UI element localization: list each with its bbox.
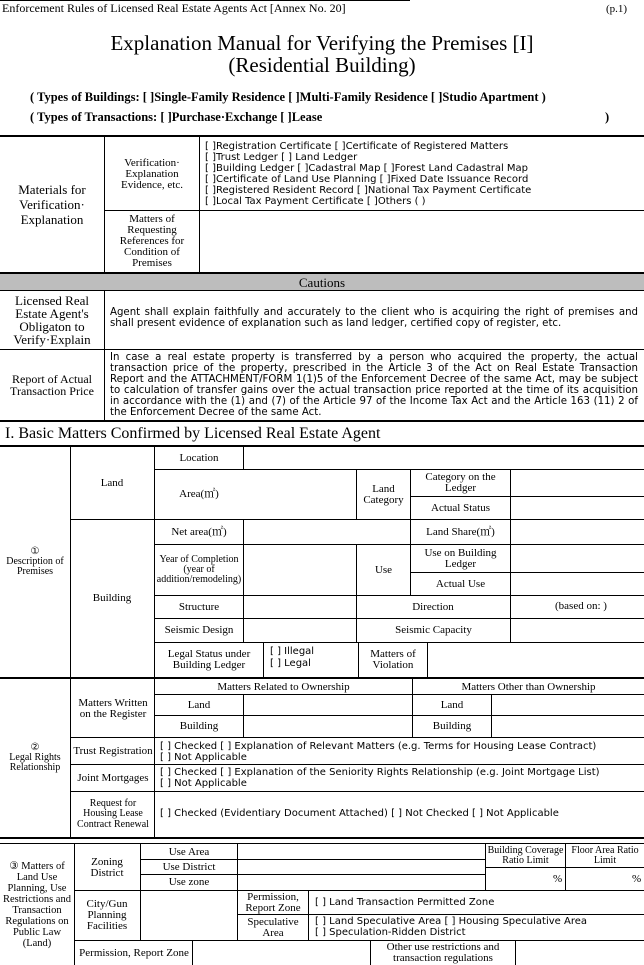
trust-options <box>160 741 596 763</box>
floor-area-label: Floor Area Ratio Limit <box>571 844 639 866</box>
cautions-heading: Cautions <box>298 274 346 290</box>
floor-area-percent: % <box>632 873 642 885</box>
seismic-design-label: Seismic Design <box>164 624 234 636</box>
evidence-item[interactable]: [ ]Building Ledger [ ]Cadastral Map [ ]Forest Land Cadastral Map <box>205 163 529 174</box>
page-subtitle: (Residential Building) <box>228 53 416 77</box>
violation-label: Matters of Violation <box>370 648 416 671</box>
building-label: Building <box>92 592 132 604</box>
evidence-item[interactable]: [ ]Trust Ledger [ ] Land Ledger <box>205 152 358 163</box>
written-register-label: Matters Written on the Register <box>78 696 148 720</box>
evidence-list <box>205 141 531 207</box>
other-land-label: Land <box>440 698 464 711</box>
renewal-options[interactable]: [ ] Checked (Evidentiary Document Attached) [ ] Not Checked [ ] Not Applicable <box>160 808 559 819</box>
types-of-buildings: ( Types of Buildings: [ ]Single-Family Residence [ ]Multi-Family Residence [ ]Studio Apartment ) <box>30 90 546 104</box>
requesting-label: Matters of Requesting References for Condition of Premises <box>119 212 185 269</box>
year-completion-label: Year of Completion (year of addition/remodeling) <box>156 554 242 585</box>
types-of-transactions-close: ) <box>605 110 610 124</box>
land-label: Land <box>100 476 124 489</box>
direction-label: Direction <box>412 600 454 613</box>
page-title: Explanation Manual for Verifying the Premises [I] <box>110 31 534 55</box>
trust-na-option[interactable]: [ ] Not Applicable <box>160 752 247 763</box>
speculative-option-2[interactable]: [ ] Speculation-Ridden District <box>315 927 466 938</box>
evidence-label: Verification· Explanation Evidence, etc. <box>121 156 183 191</box>
joint-options <box>160 767 600 789</box>
actual-status-label: Actual Status <box>431 501 490 514</box>
land-share-label: Land Share(㎡) <box>426 525 495 538</box>
legal-status-label: Legal Status under Building Ledger <box>167 648 251 671</box>
permission-option[interactable]: [ ] Land Transaction Permitted Zone <box>315 897 495 908</box>
land-category-label: Land Category <box>363 482 404 506</box>
report-text: In case a real estate property is transferred by a person who acquired the property, the actual transaction price of the property, prescribed in the Article 3 of the Act on Real Estate Transaction Report and the ATTACHMENT/FORM 1(1)5 of the Enforcement Decree of the same Act, may be subject to calculation of transfer gains over the actual transaction price reported at the time of its acquisition in accordance with the (1) and (7) of the Article 97 of the Income Tax Act and the Article 163 (11) 2 of the Enforcement Decree of the same Act. <box>110 352 638 418</box>
section-heading: I. Basic Matters Confirmed by Licensed Real Estate Agent <box>5 425 381 442</box>
land-use-label-text <box>0 861 74 949</box>
report-label: Report of Actual Transaction Price <box>10 372 94 398</box>
evidence-item[interactable]: [ ]Registration Certificate [ ]Certificate of Registered Matters <box>205 141 509 152</box>
ownership-building-label: Building <box>179 720 219 732</box>
joint-na-option[interactable]: [ ] Not Applicable <box>160 778 247 789</box>
trust-label: Trust Registration <box>73 744 153 757</box>
other-ownership-header: Matters Other than Ownership <box>461 680 596 693</box>
speculative-option-1[interactable]: [ ] Land Speculative Area [ ] Housing Speculative Area <box>315 916 587 927</box>
illegal-checkbox[interactable]: [ ] Illegal <box>270 646 315 657</box>
location-field[interactable] <box>244 448 642 469</box>
land-use-label <box>0 844 74 965</box>
structure-label: Structure <box>178 600 220 613</box>
ownership-land-label: Land <box>187 698 211 711</box>
rights-number: ② <box>30 742 40 753</box>
use-zone-label: Use zone <box>168 876 210 888</box>
coverage-label: Building Coverage Ratio Limit <box>487 844 564 866</box>
premises-label <box>0 447 70 677</box>
permission-report-label: Permission, Report Zone <box>79 946 189 959</box>
renewal-label: Request for Housing Lease Contract Renewal <box>77 797 149 830</box>
evidence-item[interactable]: [ ]Local Tax Payment Certificate [ ]Others ( ) <box>205 196 426 207</box>
use-ledger-label: Use on Building Ledger <box>424 546 497 570</box>
zoning-label: Zoning District <box>90 855 124 879</box>
use-label: Use <box>374 563 393 576</box>
form-title-border <box>0 0 410 1</box>
premises-number: ① <box>30 546 40 557</box>
requesting-field[interactable] <box>201 212 641 270</box>
area-label: Area(㎡) <box>179 488 219 500</box>
evidence-item[interactable]: [ ]Registered Resident Record [ ]National Tax Payment Certificate <box>205 185 532 196</box>
actual-use-label: Actual Use <box>435 577 486 590</box>
land-use-number: ③ <box>9 860 19 872</box>
legal-checkbox[interactable]: [ ] Legal <box>270 658 311 669</box>
form-title: Enforcement Rules of Licensed Real Estate Agents Act [Annex No. 20] <box>2 1 346 15</box>
net-area-label: Net area(㎡) <box>171 525 227 538</box>
materials-label: Materials for Verification· Explanation <box>18 182 86 227</box>
legal-status-options <box>270 646 314 670</box>
trust-checked-option[interactable]: [ ] Checked [ ] Explanation of Relevant Matters (e.g. Terms for Housing Lease Contract) <box>160 741 597 752</box>
other-restrictions-label: Other use restrictions and transaction regulations <box>386 941 500 964</box>
coverage-percent: % <box>553 873 563 885</box>
obligation-label: Licensed Real Estate Agent's Obligaton to Verify·Explain <box>13 292 91 347</box>
page-number: (p.1) <box>606 3 628 15</box>
category-ledger-label: Category on the Ledger <box>425 471 496 494</box>
permission-label: Permission, Report Zone <box>245 890 301 914</box>
use-area-label: Use Area <box>168 845 210 858</box>
obligation-text: Agent shall explain faithfully and accurately to the client who is acquiring the right of premises and shall present evidence of explanation such as land ledger, certified copy of register, etc. <box>110 307 638 329</box>
ownership-header: Matters Related to Ownership <box>217 680 350 693</box>
evidence-item[interactable]: [ ]Certificate of Land Use Planning [ ]Fixed Date Issuance Record <box>205 174 529 185</box>
land-use-title: Matters of Land Use Planning, Use Restrictions and Transaction Regulations on Public Law (Land) <box>3 860 71 949</box>
city-gun-label: City/Gun Planning Facilities <box>86 898 128 932</box>
rights-label-text: Legal Rights Relationship <box>9 752 61 773</box>
premises-label-text: Description of Premises <box>6 556 64 577</box>
speculative-options <box>315 916 587 938</box>
joint-checked-option[interactable]: [ ] Checked [ ] Explanation of the Seniority Rights Relationship (e.g. Joint Mortgage List) <box>160 767 600 778</box>
location-label: Location <box>179 451 219 464</box>
use-district-label: Use District <box>162 860 216 873</box>
types-of-transactions: ( Types of Transactions: [ ]Purchase·Exchange [ ]Lease <box>30 110 323 124</box>
rights-label <box>0 679 70 837</box>
based-on-label: (based on: ) <box>555 600 607 612</box>
other-building-label: Building <box>432 720 472 732</box>
seismic-capacity-label: Seismic Capacity <box>395 624 472 636</box>
joint-label: Joint Mortgages <box>77 771 149 784</box>
speculative-label: Speculative Area <box>247 915 299 939</box>
